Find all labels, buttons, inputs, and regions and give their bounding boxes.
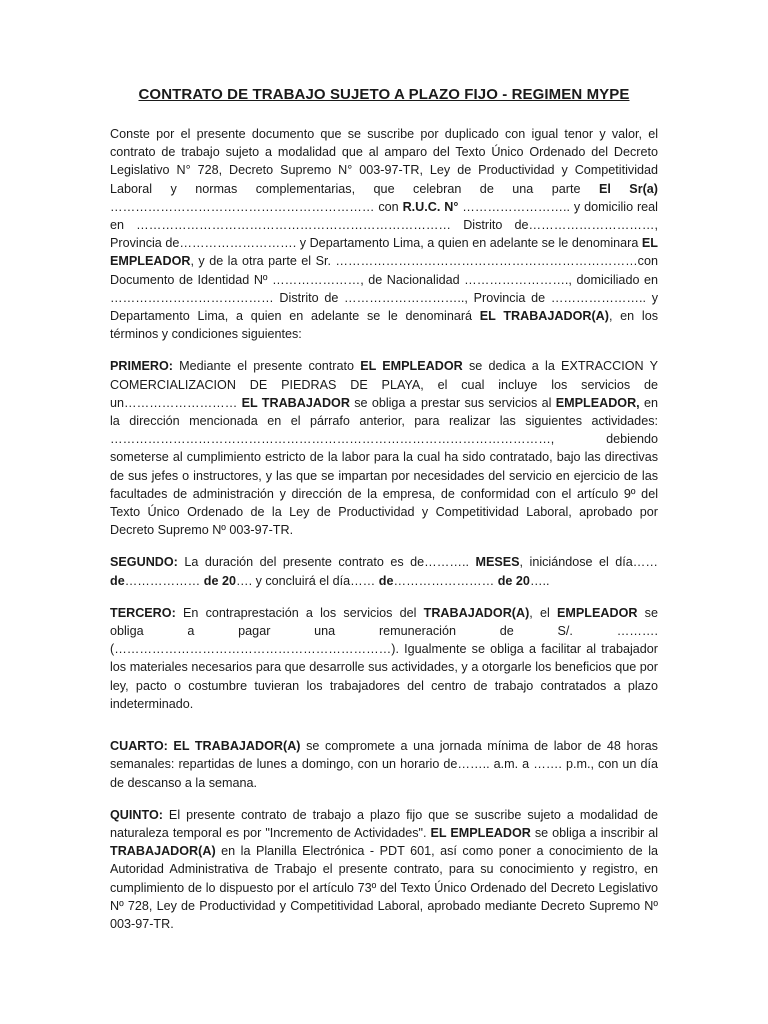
clause-text: ….. [529,573,550,588]
intro-text: …………………….. y domicilio real en ………………………………………………………………… Distrito de…………………………, Provincia de………………………. y Departamento Lima, a quien en adelante se le denominara [110,199,658,251]
clause-bold-text: EMPLEADOR, [555,395,640,410]
clause-text: se dedica a la EXTRACCION Y COMERCIALIZACION DE PIEDRAS DE PLAYA, el cual incluye los servicios de un……………………… [110,359,658,410]
clause-bold-text: EL TRABAJADOR [241,395,350,410]
clause-bold-text: de 20 [497,573,530,588]
clause-segundo [110,553,658,589]
clause-label: SEGUNDO: [110,555,178,570]
clause-text: en la dirección mencionada en el párrafo anterior, para realizar las siguientes actividades: ……………………………………………………………………………………………, debiendo someterse al cumplimiento estricto de la labor para la cual ha sido contratado, bajo las directivas de sus jefes o instructores, y las que se impartan por necesidades del servicio en ejercicio de las facultades de administración y dirección de la empresa, de conformidad con el artículo 9º del Texto Único Ordenado de la Ley de Productividad y Competitividad Laboral, aprobado por Decreto Supremo Nº 003-97-TR. [110,395,658,538]
clause-text: en la Planilla Electrónica - PDT 601, así como poner a conocimiento de la Autoridad Administrativa de Trabajo el presente contrato, para su conocimiento y registro, en cumplimiento de lo dispuesto por el artículo 73º del Texto Único Ordenado del Decreto Legislativo Nº 728, Ley de Productividad y Competitividad Laboral, aprobado mediante Decreto Supremo Nº 003-97-TR. [110,844,658,931]
clause-text: …………………… [393,573,498,588]
clause-text: La duración del presente contrato es de……….. [177,555,476,570]
intro-bold-text: EL TRABAJADOR(A) [479,309,609,324]
clause-label: PRIMERO: [110,359,173,374]
clause-label: CUARTO: [110,739,168,754]
intro-text: Conste por el presente documento que se suscribe por duplicado con igual tenor y valor, el contrato de trabajo sujeto a modalidad que al amparo del Texto Único Ordenado del Decreto Legislativo N° 728, Decreto Supremo N° 003-97-TR, Ley de Productividad y Competitividad Laboral y normas complementarias, que celebran de una parte [110,127,658,196]
intro-text: , y de la otra parte el Sr. ………………………………………………………………con Documento de Identidad Nº …………………, de Nacionalidad ……………………., domiciliado en ………………………………… Distrito de ……………………….., Provincia de ………………….. y Departamento Lima, a quien en adelante se le denominará [110,254,658,324]
clause-text: En contraprestación a los servicios del [175,605,424,620]
clause-tercero [110,604,658,713]
clause-bold-text: EMPLEADOR [557,605,638,620]
intro-text: , en los términos y condiciones siguientes: [110,309,658,342]
clause-text: Mediante el presente contrato [172,359,361,374]
clause-bold-text: EL TRABAJADOR(A) [167,739,301,754]
intro-bold-text: R.U.C. N° [402,199,459,214]
clause-bold-text: de [378,573,394,588]
intro-bold-text: EL EMPLEADOR [110,236,658,269]
document-title: CONTRATO DE TRABAJO SUJETO A PLAZO FIJO - REGIMEN MYPE [138,86,630,103]
clause-bold-text: de 20 [203,573,236,588]
clause-text: se compromete a una jornada mínima de labor de 48 horas semanales: repartidas de lunes a domingo, con un horario de…….. a.m. a ……. p.m., con un día de descanso a la semana. [110,739,658,790]
clause-bold-text: EL EMPLEADOR [430,825,531,840]
clause-bold-text: MESES [475,555,520,570]
clause-bold-text: de [110,573,125,588]
clause-cuarto [110,737,658,792]
clause-text: …. y concluirá el día…… [235,573,379,588]
clause-text: El presente contrato de trabajo a plazo fijo que se suscribe sujeto a modalidad de naturaleza temporal es por "Incremento de Actividades". [110,807,658,840]
intro-paragraph [110,125,658,343]
clause-text: , iniciándose el día…… [519,555,658,570]
clause-bold-text: TRABAJADOR(A) [423,605,530,620]
clause-text: , el [529,605,557,620]
clause-quinto [110,806,658,933]
clause-text: ……………… [124,573,204,588]
clause-text: se obliga a prestar sus servicios al [349,395,556,410]
intro-text: ……………………………………………………… con [110,199,403,214]
clause-label: QUINTO: [110,807,163,822]
clause-bold-text: EL EMPLEADOR [360,359,463,374]
clause-primero [110,357,658,539]
intro-bold-text: El Sr(a) [598,181,658,196]
clause-text: se obliga a inscribir al [530,825,658,840]
clause-label: TERCERO: [110,605,176,620]
clause-text: se obliga a pagar una remuneración de S/. ………. (…………………………………………………………). Igualmente se obliga a facilitar al trabajador los materiales necesarios para que desarrolle sus actividades, y a otorgarle los beneficios que por ley, pacto o costumbre tuvieran los trabajadores del centro de trabajo contratados a plazo indeterminado. [110,605,658,711]
clause-bold-text: TRABAJADOR(A) [110,844,216,859]
